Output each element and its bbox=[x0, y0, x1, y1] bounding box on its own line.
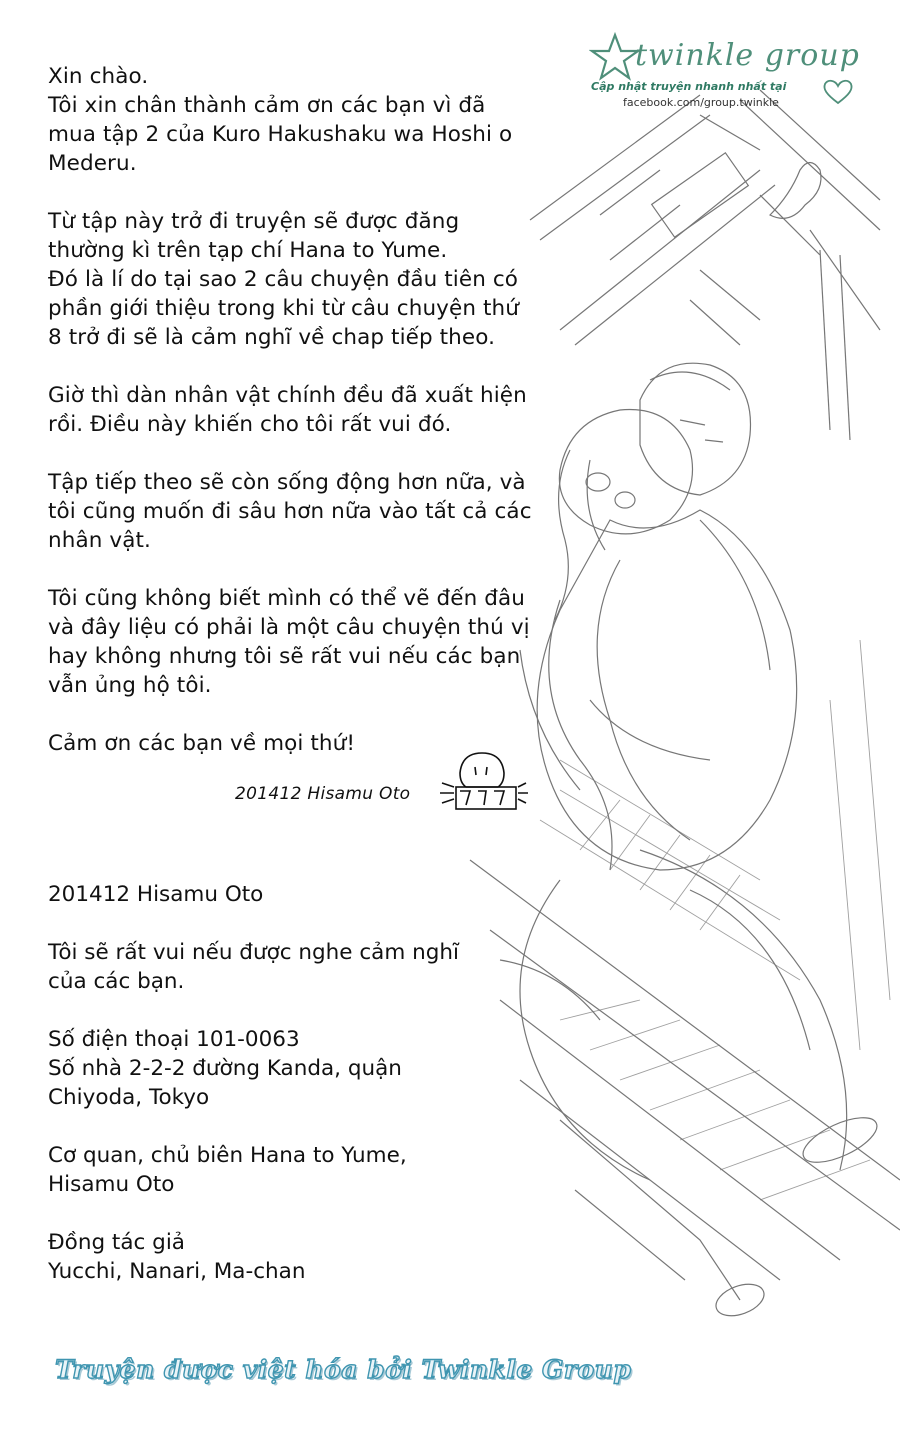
coauthors-list: Yucchi, Nanari, Ma-chan bbox=[48, 1259, 306, 1284]
logo-name: twinkle group bbox=[635, 38, 860, 73]
twinkle-group-logo bbox=[583, 30, 868, 122]
contact-request: Tôi sẽ rất vui nếu được nghe cảm nghĩ của các bạn. bbox=[48, 940, 459, 994]
letter-body bbox=[48, 62, 538, 787]
contact-address: Số nhà 2-2-2 đường Kanda, quận Chiyoda, Tokyo bbox=[48, 1056, 402, 1110]
star-icon bbox=[589, 32, 641, 82]
letter-paragraph-cast: Giờ thì dàn nhân vật chính đều đã xuất hiện rồi. Điều này khiến cho tôi rất vui đó. bbox=[48, 383, 527, 437]
contact-heading: 201412 Hisamu Oto bbox=[48, 882, 264, 907]
contact-postal-code: Số điện thoại 101-0063 bbox=[48, 1027, 300, 1052]
letter-paragraph-serial: Từ tập này trở đi truyện sẽ được đăng thường kì trên tạp chí Hana to Yume. bbox=[48, 209, 460, 263]
contact-section bbox=[48, 880, 478, 1315]
logo-tagline: Cập nhật truyện nhanh nhất tại bbox=[591, 80, 787, 93]
coauthors-label: Đồng tác giả bbox=[48, 1230, 185, 1255]
letter-paragraph-support: Tôi cũng không biết mình có thể vẽ đến đâu và đây liệu có phải là một câu chuyện thú vị hay không nhưng tôi sẽ rất vui nếu các bạn vẫn ủng hộ tôi. bbox=[48, 586, 530, 698]
mascot-doodle-icon bbox=[438, 745, 530, 813]
contact-office: Cơ quan, chủ biên Hana to Yume, Hisamu Oto bbox=[48, 1143, 407, 1197]
letter-paragraph-thanks: Tôi xin chân thành cảm ơn các bạn vì đã mua tập 2 của Kuro Hakushaku wa Hoshi o Mederu. bbox=[48, 93, 513, 176]
logo-facebook-link: facebook.com/group.twinkle bbox=[623, 96, 779, 109]
translation-credit: Truyện được việt hóa bởi Twinkle Group bbox=[55, 1355, 632, 1384]
heart-icon bbox=[821, 78, 855, 106]
letter-greeting: Xin chào. bbox=[48, 64, 149, 89]
letter-paragraph-reason: Đó là lí do tại sao 2 câu chuyện đầu tiên có phần giới thiệu trong khi từ câu chuyện thứ 8 trở đi sẽ là cảm nghĩ về chap tiếp theo. bbox=[48, 267, 519, 350]
letter-closing: Cảm ơn các bạn về mọi thứ! bbox=[48, 731, 356, 756]
letter-signature: 201412 Hisamu Oto bbox=[235, 784, 411, 804]
letter-paragraph-next: Tập tiếp theo sẽ còn sống động hơn nữa, và tôi cũng muốn đi sâu hơn nữa vào tất cả các nhân vật. bbox=[48, 470, 532, 553]
